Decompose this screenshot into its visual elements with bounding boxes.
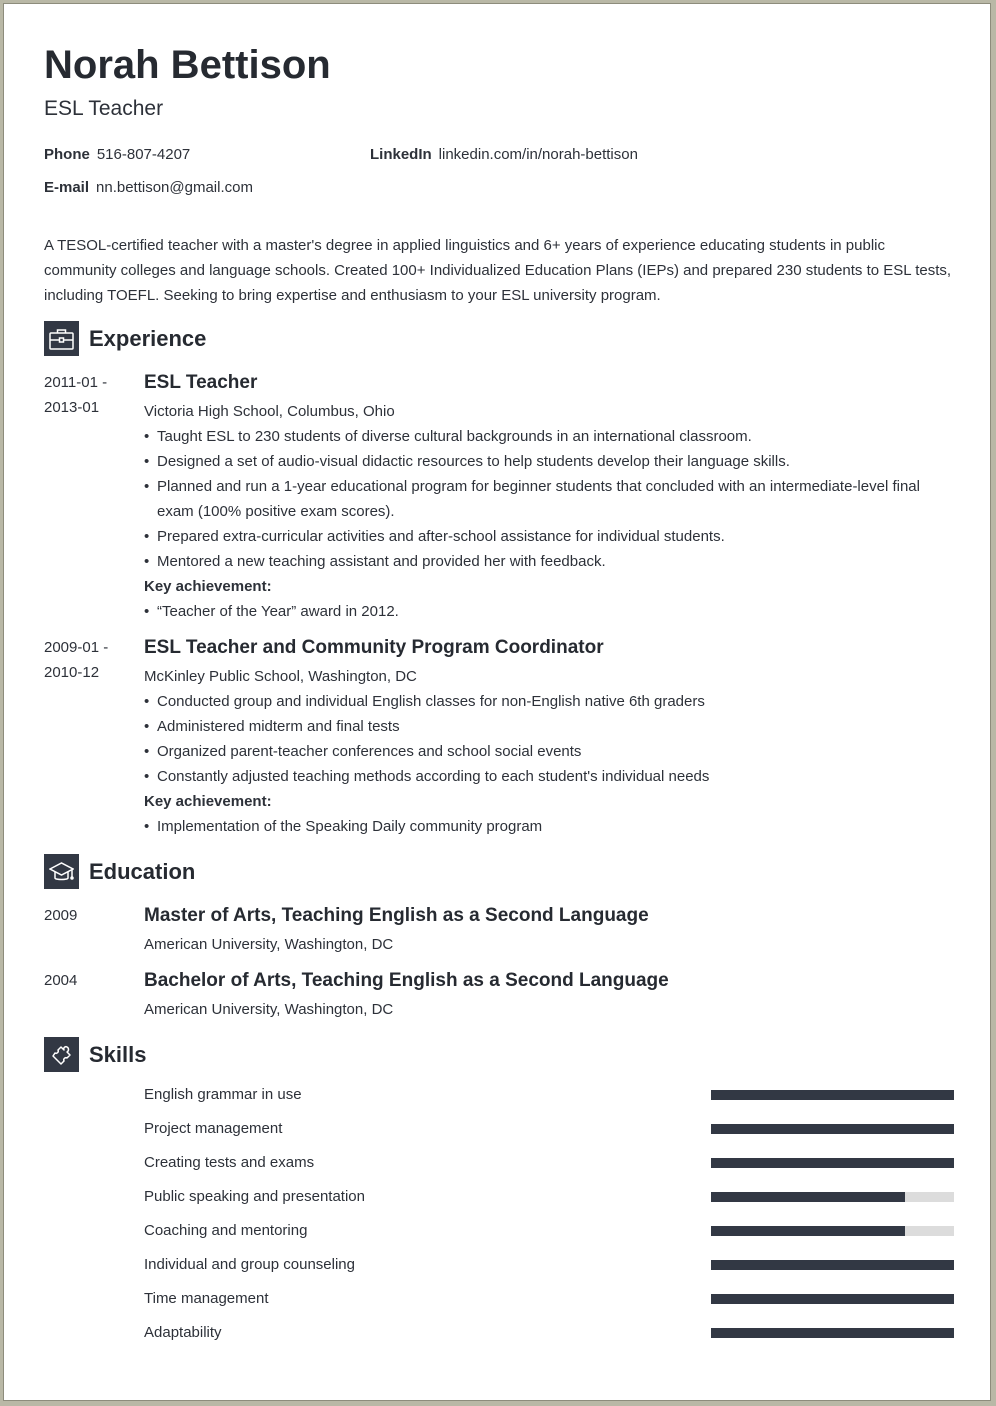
degree: Master of Arts, Teaching English as a Second Language bbox=[144, 905, 649, 926]
skill-level-bar bbox=[711, 1328, 954, 1338]
skill-name: Coaching and mentoring bbox=[144, 1222, 308, 1239]
education-entry bbox=[44, 968, 959, 1028]
experience-dates bbox=[44, 370, 134, 420]
skill-level-fill bbox=[711, 1226, 905, 1236]
achievement-item: • “Teacher of the Year” award in 2012. bbox=[144, 599, 959, 624]
responsibility-item: • Prepared extra-curricular activities and after-school assistance for individual students. bbox=[144, 524, 959, 549]
education-section-title: Education bbox=[89, 858, 196, 884]
resume-page bbox=[3, 3, 991, 1401]
contact-linkedin bbox=[370, 145, 638, 165]
responsibility-item: • Taught ESL to 230 students of diverse cultural backgrounds in an international classroom. bbox=[144, 424, 959, 449]
job-title: ESL Teacher and Community Program Coordinator bbox=[144, 637, 604, 658]
phone-value: 516-807-4207 bbox=[96, 146, 191, 163]
skill-row bbox=[144, 1187, 956, 1207]
skill-level-fill bbox=[711, 1090, 954, 1100]
skill-row bbox=[144, 1323, 956, 1343]
skill-level-bar bbox=[711, 1158, 954, 1168]
responsibility-item: • Constantly adjusted teaching methods according to each student's individual needs bbox=[144, 764, 959, 789]
key-achievement-label: Key achievement: bbox=[144, 578, 272, 595]
skill-level-fill bbox=[711, 1192, 905, 1202]
responsibility-item: • Planned and run a 1-year educational program for beginner students that concluded with an intermediate-level final exam (100% positive exam scores). bbox=[144, 474, 959, 524]
skill-level-bar bbox=[711, 1260, 954, 1270]
skill-name: Project management bbox=[144, 1120, 283, 1137]
graduation-year: 2009 bbox=[44, 907, 78, 924]
profile-summary: A TESOL-certified teacher with a master's degree in applied linguistics and 6+ years of experience educating students in public community colleges and language schools. Created 100+ Individualized Education Plans (IEPs) and prepared 230 students to ESL tests, including TOEFL. Seeking to bring expertise and enthusiasm to your ESL university program. bbox=[44, 237, 952, 304]
skill-level-fill bbox=[711, 1158, 954, 1168]
skill-name: Time management bbox=[144, 1290, 269, 1307]
skill-level-fill bbox=[711, 1294, 954, 1304]
contact-email bbox=[44, 178, 253, 198]
skill-row bbox=[144, 1289, 956, 1309]
degree: Bachelor of Arts, Teaching English as a Second Language bbox=[144, 970, 669, 991]
date-end: 2013-01 bbox=[44, 399, 100, 416]
skill-level-bar bbox=[711, 1294, 954, 1304]
responsibility-list bbox=[144, 689, 959, 789]
date-start: 2009-01 - bbox=[44, 639, 109, 656]
linkedin-label: LinkedIn bbox=[370, 146, 432, 163]
achievement-list bbox=[144, 814, 959, 839]
skill-level-bar bbox=[711, 1226, 954, 1236]
email-value: nn.bettison@gmail.com bbox=[96, 179, 253, 196]
skill-level-fill bbox=[711, 1260, 954, 1270]
responsibility-list bbox=[144, 424, 959, 574]
employer: McKinley Public School, Washington, DC bbox=[144, 668, 417, 685]
skill-level-fill bbox=[711, 1328, 954, 1338]
skill-row bbox=[144, 1255, 956, 1275]
experience-entry bbox=[44, 635, 959, 845]
phone-label: Phone bbox=[44, 146, 90, 163]
skill-name: Adaptability bbox=[144, 1324, 222, 1341]
responsibility-item: • Organized parent-teacher conferences and school social events bbox=[144, 739, 959, 764]
experience-dates bbox=[44, 635, 134, 685]
candidate-title: ESL Teacher bbox=[44, 97, 164, 120]
key-achievement-label: Key achievement: bbox=[144, 793, 272, 810]
date-end: 2010-12 bbox=[44, 664, 100, 681]
skill-level-bar bbox=[711, 1192, 954, 1202]
school: American University, Washington, DC bbox=[144, 1001, 394, 1018]
skill-level-bar bbox=[711, 1124, 954, 1134]
achievement-list bbox=[144, 599, 959, 624]
skill-level-bar bbox=[711, 1090, 954, 1100]
responsibility-item: • Designed a set of audio-visual didactic resources to help students develop their language skills. bbox=[144, 449, 959, 474]
school: American University, Washington, DC bbox=[144, 936, 394, 953]
contact-phone bbox=[44, 145, 190, 165]
candidate-name: Norah Bettison bbox=[44, 43, 331, 87]
experience-section-header bbox=[44, 321, 206, 356]
responsibility-item: • Mentored a new teaching assistant and provided her with feedback. bbox=[144, 549, 959, 574]
skill-name: English grammar in use bbox=[144, 1086, 302, 1103]
skill-row bbox=[144, 1085, 956, 1105]
skill-name: Public speaking and presentation bbox=[144, 1188, 365, 1205]
employer: Victoria High School, Columbus, Ohio bbox=[144, 403, 395, 420]
skill-row bbox=[144, 1221, 956, 1241]
skill-level-fill bbox=[711, 1124, 954, 1134]
linkedin-value: linkedin.com/in/norah-bettison bbox=[438, 146, 638, 163]
responsibility-item: • Administered midterm and final tests bbox=[144, 714, 959, 739]
skill-row bbox=[144, 1153, 956, 1173]
experience-section-title: Experience bbox=[89, 325, 207, 351]
email-label: E-mail bbox=[44, 179, 90, 196]
job-title: ESL Teacher bbox=[144, 372, 258, 393]
experience-entry bbox=[44, 370, 959, 625]
responsibility-item: • Conducted group and individual English classes for non-English native 6th graders bbox=[144, 689, 959, 714]
education-entry bbox=[44, 903, 959, 963]
puzzle-piece-icon bbox=[44, 1037, 79, 1072]
skill-row bbox=[144, 1119, 956, 1139]
graduation-cap-icon bbox=[44, 854, 79, 889]
skill-name: Individual and group counseling bbox=[144, 1256, 355, 1273]
skills-section-header bbox=[44, 1037, 146, 1072]
skill-name: Creating tests and exams bbox=[144, 1154, 315, 1171]
briefcase-icon bbox=[44, 321, 79, 356]
skills-section-title: Skills bbox=[89, 1041, 147, 1067]
education-section-header bbox=[44, 854, 195, 889]
graduation-year: 2004 bbox=[44, 972, 78, 989]
date-start: 2011-01 - bbox=[44, 374, 108, 391]
achievement-item: • Implementation of the Speaking Daily community program bbox=[144, 814, 959, 839]
